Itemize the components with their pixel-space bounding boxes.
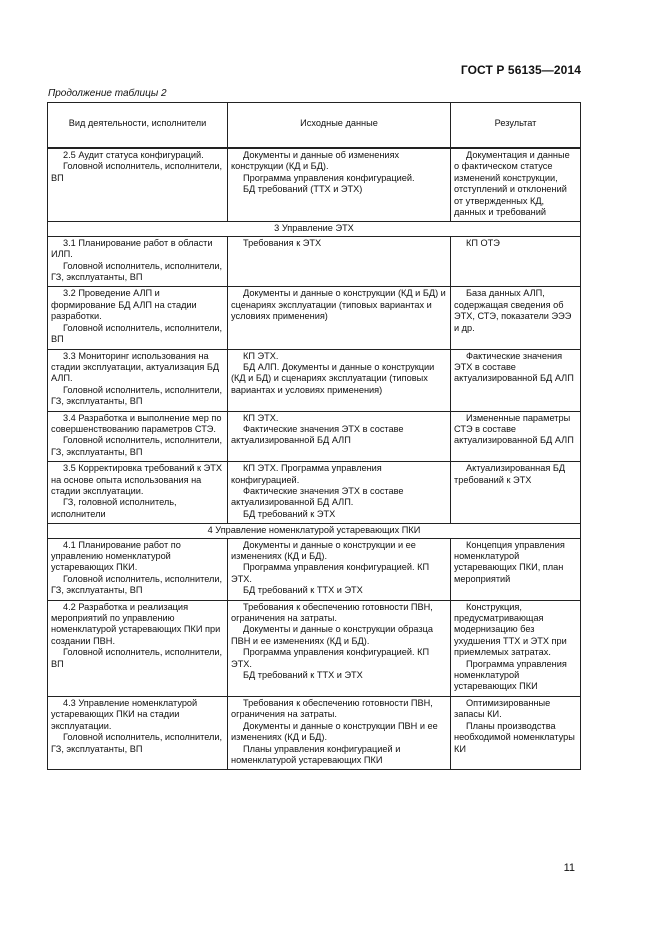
inputs-cell xyxy=(228,287,451,349)
cell-paragraph: БД требований к ЭТХ xyxy=(243,508,336,519)
cell-paragraph: Программа управления конфигурацией. КП ЭТХ. xyxy=(231,647,430,669)
cell-paragraph: Документы и данные о конструкции (КД и БД) и сценариях эксплуатации (типовых вариантах и условиях применения) xyxy=(231,288,446,322)
cell-paragraph: Документация и данные о фактическом статусе изменений конструкции, отступлений и отклонений от утвержденных КД, данных и требований xyxy=(454,150,570,218)
cell-paragraph: Головной исполнитель, исполнители, ГЗ, эксплуатанты, ВП xyxy=(51,573,223,596)
cell-paragraph: База данных АЛП, содержащая сведения об ЭТХ, СТЭ, показатели ЭЭЭ и др. xyxy=(454,288,572,333)
activity-cell xyxy=(48,462,228,524)
cell-paragraph: 3.3 Мониторинг использования на стадии эксплуатации, актуализация БД АЛП. xyxy=(51,350,220,384)
cell-paragraph: Планы управления конфигурацией и номенклатурой устаревающих ПКИ xyxy=(231,743,401,765)
cell-paragraph: 4.3 Управление номенклатурой устаревающих ПКИ на стадии эксплуатации. xyxy=(51,697,198,731)
activity-cell xyxy=(48,236,228,287)
result-cell xyxy=(451,538,581,600)
cell-paragraph: БД требований к ТТХ и ЭТХ xyxy=(243,585,363,596)
cell-paragraph: Программа управления конфигурацией. КП ЭТХ. xyxy=(231,562,430,584)
cell-paragraph: Головной исполнитель, исполнители, ГЗ, эксплуатанты, ВП xyxy=(51,732,223,754)
column-header-activity: Вид деятельности, исполнители xyxy=(48,103,228,149)
activity-cell xyxy=(48,349,228,411)
cell-paragraph: Фактические значения ЭТХ в составе актуализированной БД АЛП xyxy=(231,423,404,446)
table-row xyxy=(48,287,581,349)
cell-paragraph: Документы и данные о конструкции и ее изменениях (КД и БД). xyxy=(231,539,416,561)
column-header-result: Результат xyxy=(451,103,581,149)
cell-paragraph: ГЗ, головной исполнитель, исполнители xyxy=(51,497,177,519)
cell-paragraph: Фактические значения ЭТХ в составе актуализированной БД АЛП xyxy=(454,350,574,384)
cell-paragraph: КП ЭТХ. xyxy=(243,412,279,423)
table-row xyxy=(48,462,581,524)
table-row xyxy=(48,600,581,696)
cell-paragraph: Головной исполнитель, исполнители, ГЗ, эксплуатанты, ВП xyxy=(51,260,223,283)
cell-paragraph: Программа управления номенклатурой устаревающих ПКИ xyxy=(454,658,567,692)
cell-paragraph: БД АЛП. Документы и данные о конструкции (КД и БД) и сценариях эксплуатации (типовых вариантах и условиях применения) xyxy=(231,361,435,395)
cell-paragraph: Требования к обеспечению готовности ПВН, ограничения на затраты. xyxy=(231,601,433,624)
page-number: 11 xyxy=(563,862,575,874)
cell-paragraph: Фактические значения ЭТХ в составе актуализированной БД АЛП. xyxy=(231,485,404,508)
cell-paragraph: Документы и данные об изменениях конструкции (КД и БД). xyxy=(231,150,400,172)
result-cell xyxy=(451,600,581,696)
cell-paragraph: Конструкция, предусматривающая модернизацию без ухудшения ТТХ и ЭТХ при приемлемых затратах. xyxy=(454,601,567,658)
cell-paragraph: Документы и данные о конструкции образца ПВН и ее изменениях (КД и БД). xyxy=(231,624,434,646)
cell-paragraph: КП ОТЭ xyxy=(466,237,500,248)
result-cell xyxy=(451,462,581,524)
inputs-cell xyxy=(228,236,451,287)
cell-paragraph: Требования к обеспечению готовности ПВН, ограничения на затраты. xyxy=(231,697,433,720)
table-continuation-label: Продолжение таблицы 2 xyxy=(48,88,167,99)
cell-paragraph: Планы производства необходимой номенклатуры КИ xyxy=(454,720,575,754)
cell-paragraph: Головной исполнитель, исполнители, ГЗ, эксплуатанты, ВП xyxy=(51,384,223,407)
section-title: 4 Управление номенклатурой устаревающих ПКИ xyxy=(48,524,581,538)
table-row xyxy=(48,349,581,411)
activity-cell xyxy=(48,696,228,769)
cell-paragraph: Головной исполнитель, исполнители, ВП xyxy=(51,647,223,669)
table-row xyxy=(48,538,581,600)
cell-paragraph: 4.1 Планирование работ по управлению номенклатурой устаревающих ПКИ. xyxy=(51,539,181,573)
section-row xyxy=(48,222,581,236)
activity-cell xyxy=(48,411,228,462)
cell-paragraph: 2.5 Аудит статуса конфигураций. xyxy=(63,150,204,160)
document-code: ГОСТ Р 56135—2014 xyxy=(460,63,581,77)
cell-paragraph: Документы и данные о конструкции ПВН и ее изменениях (КД и БД). xyxy=(231,720,438,743)
table-row xyxy=(48,236,581,287)
activity-cell xyxy=(48,148,228,222)
inputs-cell xyxy=(228,148,451,222)
cell-paragraph: Головной исполнитель, исполнители, ВП xyxy=(51,161,223,183)
cell-paragraph: Концепция управления номенклатурой устаревающих ПКИ, план мероприятий xyxy=(454,539,565,584)
cell-paragraph: КП ЭТХ. Программа управления конфигурацией. xyxy=(231,463,382,485)
cell-paragraph: 3.4 Разработка и выполнение мер по совершенствованию параметров СТЭ. xyxy=(51,412,222,434)
table-row xyxy=(48,411,581,462)
cell-paragraph: Требования к ЭТХ xyxy=(243,237,322,248)
cell-paragraph: Головной исполнитель, исполнители, ГЗ, эксплуатанты, ВП xyxy=(51,435,223,457)
cell-paragraph: БД требований (ТТХ и ЭТХ) xyxy=(243,184,363,195)
result-cell xyxy=(451,287,581,349)
result-cell xyxy=(451,349,581,411)
table-row xyxy=(48,148,581,222)
cell-paragraph: Оптимизированные запасы КИ. xyxy=(454,697,551,720)
table-row xyxy=(48,696,581,769)
cell-paragraph: 3.5 Корректировка требований к ЭТХ на основе опыта использования на стадии эксплуатации. xyxy=(51,463,222,496)
result-cell xyxy=(451,411,581,462)
inputs-cell xyxy=(228,696,451,769)
inputs-cell xyxy=(228,538,451,600)
table-body xyxy=(48,148,581,770)
inputs-cell xyxy=(228,600,451,696)
result-cell xyxy=(451,696,581,769)
inputs-cell xyxy=(228,462,451,524)
cell-paragraph: БД требований к ТТХ и ЭТХ xyxy=(243,670,363,681)
column-header-inputs: Исходные данные xyxy=(228,103,451,149)
inputs-cell xyxy=(228,349,451,411)
inputs-cell xyxy=(228,411,451,462)
cell-paragraph: КП ЭТХ. xyxy=(243,350,279,361)
activity-cell xyxy=(48,287,228,349)
table-header-row xyxy=(48,103,581,149)
section-title: 3 Управление ЭТХ xyxy=(48,222,581,236)
activity-cell xyxy=(48,538,228,600)
cell-paragraph: Актуализированная БД требований к ЭТХ xyxy=(454,463,566,485)
result-cell xyxy=(451,148,581,222)
cell-paragraph: Головной исполнитель, исполнители, ВП xyxy=(51,322,223,345)
activity-cell xyxy=(48,600,228,696)
cell-paragraph: 3.1 Планирование работ в области ИЛП. xyxy=(51,237,213,260)
cell-paragraph: 4.2 Разработка и реализация мероприятий по управлению номенклатурой устаревающих ПКИ при создании ПВН. xyxy=(51,601,221,646)
section-row xyxy=(48,524,581,538)
cell-paragraph: Измененные параметры СТЭ в составе актуализированной БД АЛП xyxy=(454,412,574,446)
cell-paragraph: 3.2 Проведение АЛП и формирование БД АЛП на стадии разработки. xyxy=(51,288,197,322)
specification-table xyxy=(47,102,581,770)
result-cell xyxy=(451,236,581,287)
cell-paragraph: Программа управления конфигурацией. xyxy=(243,172,415,183)
